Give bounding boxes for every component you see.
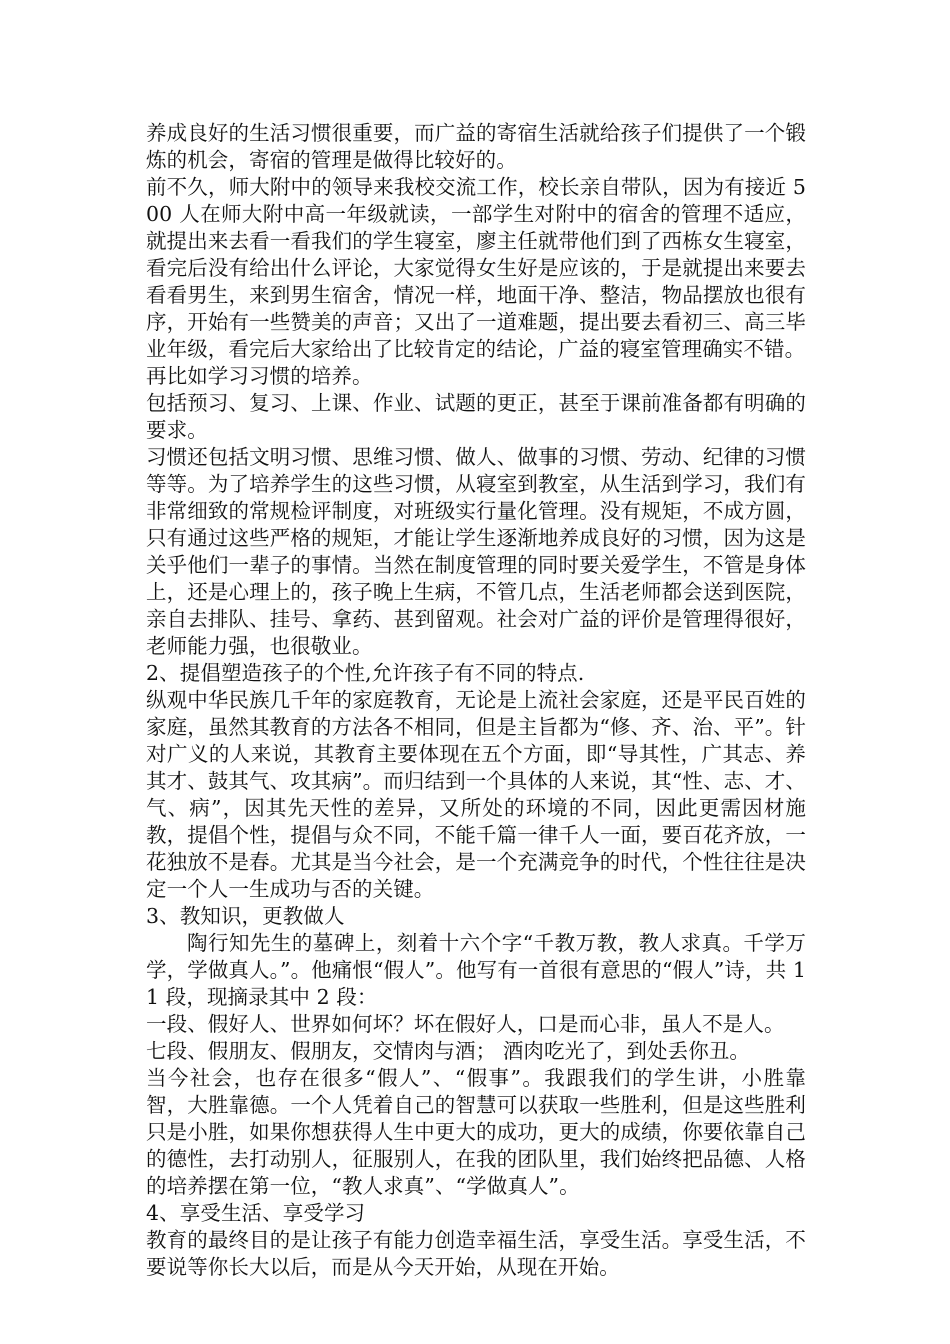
paragraph: 教育的最终目的是让孩子有能力创造幸福生活，享受生活。享受生活，不要说等你长大以后，而是从今天开始，从现在开始。 bbox=[146, 1228, 806, 1279]
paragraph: 养成良好的生活习惯很重要，而广益的寄宿生活就给孩子们提供了一个锻炼的机会，寄宿的管理是做得比较好的。 bbox=[146, 121, 806, 172]
section-heading: 3、教知识，更教做人 bbox=[146, 904, 345, 928]
paragraph: 陶行知先生的墓碑上，刻着十六个字“千教万教，教人求真。千学万学，学做真人。”。他痛恨“假人”。他写有一首很有意思的“假人”诗，共 11 段，现摘录其中 2 段： bbox=[146, 931, 806, 1009]
poem-line: 七段、假朋友、假朋友，交情肉与酒； 酒肉吃光了，到处丢你丑。 bbox=[146, 1039, 751, 1063]
paragraph: 纵观中华民族几千年的家庭教育，无论是上流社会家庭，还是平民百姓的家庭，虽然其教育的方法各不相同，但是主旨都为“修、齐、治、平”。针对广义的人来说，其教育主要体现在五个方面，即“导其性，广其志、养其才、鼓其气、攻其病”。而归结到一个具体的人来说，其“性、志、才、气、病”，因其先天性的差异，又所处的环境的不同，因此更需因材施教，提倡个性，提倡与众不同，不能千篇一律千人一面，要百花齐放，一花独放不是春。尤其是当今社会，是一个充满竞争的时代，个性往往是决定一个人一生成功与否的关键。 bbox=[146, 688, 806, 901]
document-body bbox=[146, 120, 806, 1281]
paragraph: 前不久，师大附中的领导来我校交流工作，校长亲自带队，因为有接近 500 人在师大附中高一年级就读，一部学生对附中的宿舍的管理不适应，就提出来去看一看我们的学生寝室，廖主任就带他们到了西栋女生寝室，看完后没有给出什么评论，大家觉得女生好是应该的，于是就提出来要去看看男生，来到男生宿舍，情况一样，地面干净、整洁，物品摆放也很有序，开始有一些赞美的声音；又出了一道难题，提出要去看初三、高三毕业年级，看完后大家给出了比较肯定的结论，广益的寝室管理确实不错。 bbox=[146, 175, 806, 361]
paragraph: 习惯还包括文明习惯、思维习惯、做人、做事的习惯、劳动、纪律的习惯等等。为了培养学生的这些习惯，从寝室到教室，从生活到学习，我们有非常细致的常规检评制度，对班级实行量化管理。没有规矩，不成方圆，只有通过这些严格的规矩，才能让学生逐渐地养成良好的习惯，因为这是关乎他们一辈子的事情。当然在制度管理的同时要关爱学生，不管是身体上，还是心理上的，孩子晚上生病，不管几点，生活老师都会送到医院，亲自去排队、挂号、拿药、甚到留观。社会对广益的评价是管理得很好，老师能力强，也很敬业。 bbox=[146, 445, 806, 658]
paragraph: 包括预习、复习、上课、作业、试题的更正，甚至于课前准备都有明确的要求。 bbox=[146, 391, 806, 442]
section-heading: 2、提倡塑造孩子的个性,允许孩子有不同的特点. bbox=[146, 661, 585, 685]
section-heading: 4、享受生活、享受学习 bbox=[146, 1201, 366, 1225]
poem-line: 一段、假好人、世界如何坏？坏在假好人，口是而心非，虽人不是人。 bbox=[146, 1012, 785, 1036]
paragraph: 再比如学习习惯的培养。 bbox=[146, 364, 373, 388]
paragraph: 当今社会，也存在很多“假人”、“假事”。我跟我们的学生讲，小胜靠智，大胜靠德。一个人凭着自己的智慧可以获取一些胜利，但是这些胜利只是小胜，如果你想获得人生中更大的成功，更大的成绩，你要依靠自己的德性，去打动别人，征服别人，在我的团队里，我们始终把品德、人格的培养摆在第一位，“教人求真”、“学做真人”。 bbox=[146, 1066, 806, 1198]
